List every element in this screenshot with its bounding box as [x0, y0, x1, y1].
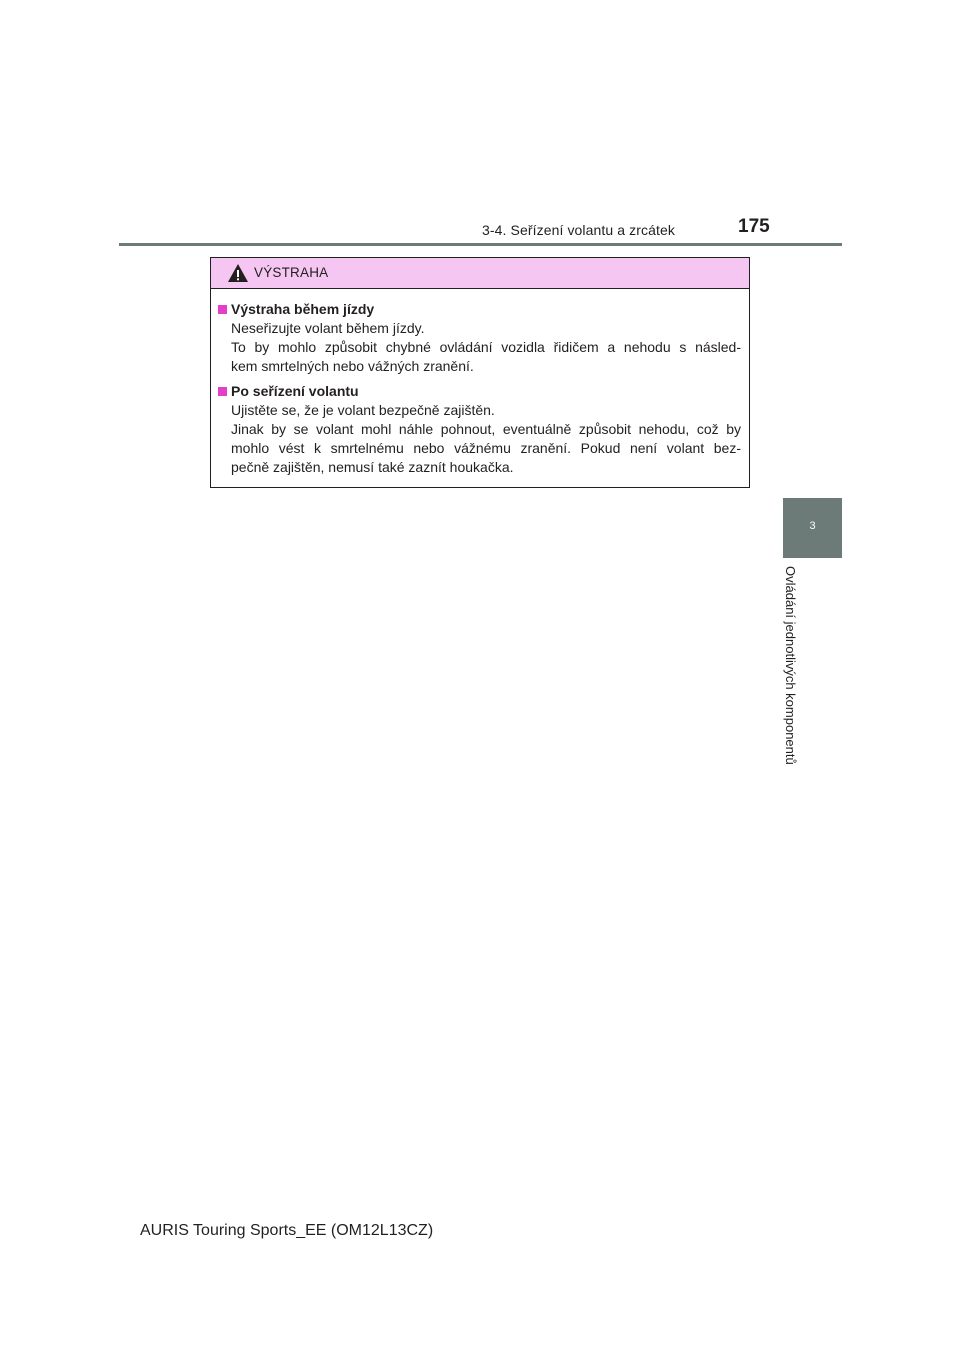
warning-triangle-icon	[227, 263, 249, 283]
warning-item-heading	[218, 299, 741, 319]
footer-model: AURIS Touring Sports_EE (OM12L13CZ)	[140, 1222, 434, 1239]
warning-item-heading-text: Po seřízení volantu	[231, 383, 359, 399]
text-line: mohlo vést k smrtelnému nebo vážnému zranění. Pokud není volant bez-	[231, 440, 741, 456]
warning-body	[211, 289, 749, 477]
warning-item-text	[218, 319, 741, 376]
square-bullet-icon	[218, 305, 227, 314]
warning-item-heading-text: Výstraha během jízdy	[231, 301, 375, 317]
warning-item-text	[218, 401, 741, 477]
warning-item-heading	[218, 381, 741, 401]
chapter-tab	[783, 498, 842, 558]
text-line: Neseřizujte volant během jízdy.	[231, 320, 425, 336]
page-number: 175	[738, 216, 770, 237]
header-rule	[119, 243, 842, 246]
text-line: kem smrtelných nebo vážných zranění.	[231, 358, 474, 374]
text-line: To by mohlo způsobit chybné ovládání vozidla řidičem a nehodu s násled-	[231, 339, 741, 355]
chapter-number: 3	[809, 520, 816, 532]
chapter-label-wrap	[783, 566, 811, 786]
text-line: pečně zajištěn, nemusí také zaznít houkačka.	[231, 459, 514, 475]
text-line: Ujistěte se, že je volant bezpečně zajištěn.	[231, 402, 495, 418]
square-bullet-icon	[218, 387, 227, 396]
warning-box	[210, 257, 750, 488]
section-title: 3-4. Seřízení volantu a zrcátek	[482, 222, 675, 238]
warning-header	[211, 258, 749, 289]
chapter-label: Ovládání jednotlivých komponentů	[783, 566, 798, 765]
text-line: Jinak by se volant mohl náhle pohnout, eventuálně způsobit nehodu, což by	[231, 421, 741, 437]
warning-title: VÝSTRAHA	[254, 265, 329, 280]
